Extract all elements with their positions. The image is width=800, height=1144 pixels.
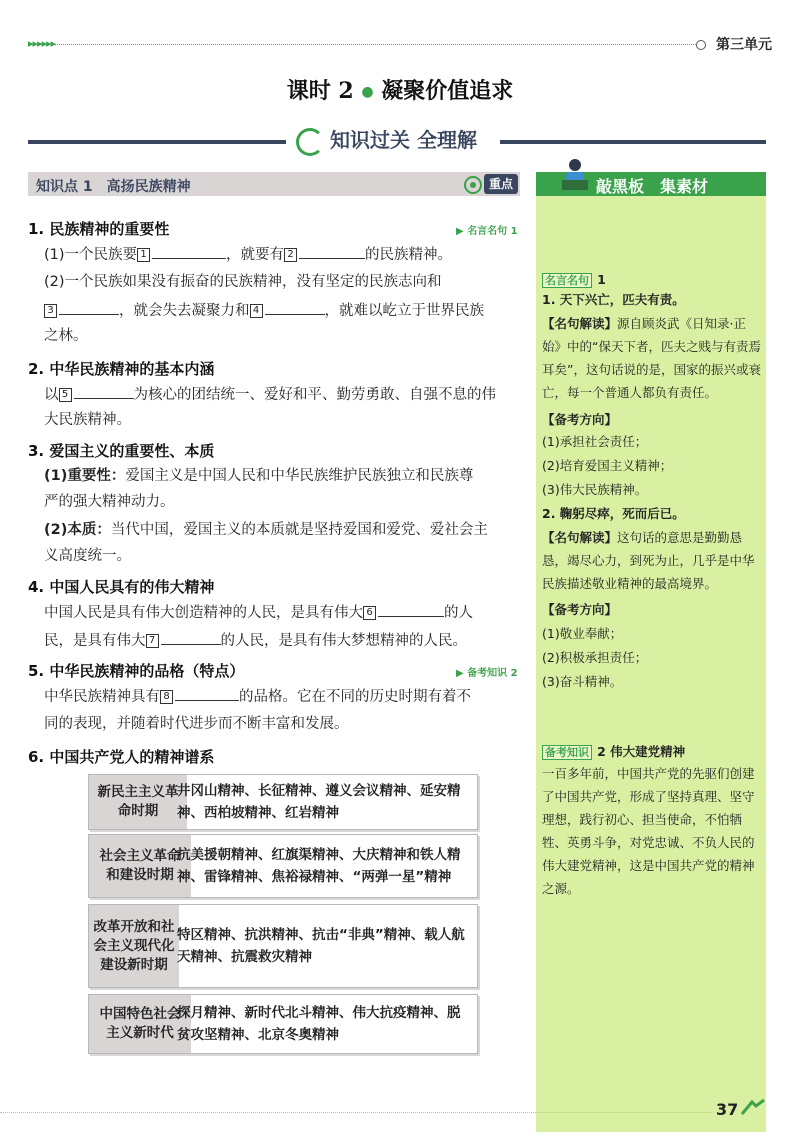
text: 的人民，是具有伟大梦想精神的人民。 <box>220 633 467 649</box>
section-banner <box>296 124 477 156</box>
fill-blank-1[interactable] <box>152 240 226 259</box>
knowledge-point-label: 知识点 1 高扬民族精神 <box>36 179 191 195</box>
keyword: 【名句解读】 <box>542 316 618 331</box>
quote-1: 1. 天下兴亡，匹夫有责。 <box>542 292 685 307</box>
blank-number: 1 <box>137 248 150 262</box>
direction-item: (1)敬业奉献； <box>542 626 623 641</box>
spirit-list: 特区精神、抗洪精神、抗击“非典”精神、载人航天精神、抗震救灾精神 <box>177 927 465 965</box>
header-dotted-rule <box>28 44 696 45</box>
page-number: 37 <box>716 1100 739 1119</box>
teacher-icon <box>560 158 590 196</box>
runner-icon <box>740 1098 766 1116</box>
blank-number: 5 <box>59 388 72 402</box>
section-heading-6: 6. 中国共产党人的精神谱系 <box>28 748 215 766</box>
s1-line4: 之林。 <box>44 328 88 344</box>
direction-item: (3)奋斗精神。 <box>542 674 623 689</box>
s3-line4: 义高度统一。 <box>44 548 131 564</box>
period-label: 新民主主义革命时期 <box>89 775 187 829</box>
fill-blank-7[interactable] <box>161 626 221 645</box>
blank-number: 7 <box>146 634 159 648</box>
spirit-table-row <box>88 904 478 988</box>
page-title <box>0 74 800 105</box>
banner-rule-right <box>500 140 766 144</box>
title-separator: ● <box>361 84 374 100</box>
s5-line1 <box>44 682 524 712</box>
text: ，就会失去凝聚力和 <box>119 303 250 319</box>
section-heading-2: 2. 中华民族精神的基本内涵 <box>28 360 215 378</box>
blank-number: 2 <box>284 248 297 262</box>
direction-item: (3)伟大民族精神。 <box>542 482 648 497</box>
text: 源自顾炎武《日知录·正始》中的“保天下者，匹夫之贱与有责焉耳矣”，这句话说的是，国家的振兴或衰亡，每一个普通人都负有责任。 <box>542 316 761 400</box>
direction-item: (2)积极承担责任； <box>542 650 648 665</box>
text: 以 <box>44 387 59 403</box>
quote-1-explanation <box>542 312 764 404</box>
key-point-badge: 重点 <box>484 174 518 194</box>
text: ，就要有 <box>226 247 285 263</box>
section-heading-5: 5. 中华民族精神的品格（特点） <box>28 662 245 680</box>
section-heading-1: 1. 民族精神的重要性 <box>28 220 170 238</box>
fill-blank-6[interactable] <box>378 598 444 617</box>
s2-line2: 大民族精神。 <box>44 412 131 428</box>
keyword: 【名句解读】 <box>542 530 618 545</box>
section-heading-4: 4. 中国人民具有的伟大精神 <box>28 578 215 596</box>
text: 这句话的意思是勤勤恳恳，竭尽心力，到死为止，几乎是中华民族描述敬业精神的最高境界。 <box>542 530 755 591</box>
banner-text: 知识过关 全理解 <box>330 128 477 152</box>
header-dot-icon <box>696 40 706 50</box>
tag-number: 1 <box>597 272 606 287</box>
tag-title: 2 伟大建党精神 <box>597 744 686 759</box>
period-label: 中国特色社会主义新时代 <box>89 995 191 1053</box>
blank-number: 3 <box>44 304 57 318</box>
text: 中华民族精神具有 <box>44 689 160 705</box>
spirit-list: 探月精神、新时代北斗精神、伟大抗疫精神、脱贫攻坚精神、北京冬奥精神 <box>177 1005 461 1043</box>
s1-line1 <box>44 240 524 270</box>
section-heading-3: 3. 爱国主义的重要性、本质 <box>28 442 215 460</box>
quote-2-explanation <box>542 526 764 595</box>
fill-blank-2[interactable] <box>299 240 365 259</box>
spirit-table-row <box>88 994 478 1054</box>
fill-blank-4[interactable] <box>265 296 325 315</box>
s4-line1 <box>44 598 524 628</box>
text: 的品格。它在不同的历史时期有着不 <box>239 689 471 705</box>
text: 中国人民是具有伟大创造精神的人民，是具有伟大 <box>44 605 363 621</box>
keyword: (2)本质： <box>44 522 111 538</box>
spirit-list: 井冈山精神、长征精神、遵义会议精神、延安精神、西柏坡精神、红岩精神 <box>177 783 461 821</box>
swirl-icon <box>296 128 324 156</box>
direction-heading-1: 【备考方向】 <box>542 412 618 427</box>
s3-line3 <box>44 516 524 545</box>
blank-number: 4 <box>250 304 263 318</box>
ref-link-2[interactable]: ▶ 备考知识 2 <box>456 668 518 679</box>
quote-2: 2. 鞠躬尽瘁，死而后已。 <box>542 506 685 521</box>
blank-number: 6 <box>363 606 376 620</box>
period-label: 社会主义革命和建设时期 <box>89 835 191 897</box>
text: ，就难以屹立于世界民族 <box>324 303 484 319</box>
target-icon <box>464 176 482 194</box>
header-arrows-icon: ▸▸▸▸▸▸ <box>28 37 56 50</box>
unit-label: 第三单元 <box>716 37 772 53</box>
sidebar-title: 敲黑板 集素材 <box>596 177 709 196</box>
ref-text-2: 备考知识 2 <box>467 668 518 679</box>
ref-link-1[interactable]: ▶ 名言名句 1 <box>456 226 518 237</box>
fill-blank-5[interactable] <box>74 380 134 399</box>
s5-line2: 同的表现，并随着时代进步而不断丰富和发展。 <box>44 716 349 732</box>
s1-line2: (2)一个民族如果没有振奋的民族精神，没有坚定的民族志向和 <box>44 274 442 290</box>
text: 的民族精神。 <box>365 247 453 263</box>
direction-heading-2: 【备考方向】 <box>542 602 618 617</box>
title-lesson: 课时 2 <box>286 78 354 104</box>
keyword: (1)重要性： <box>44 468 126 484</box>
s3-line2: 严的强大精神动力。 <box>44 494 175 510</box>
knowledge-tag-2 <box>542 740 685 763</box>
fill-blank-3[interactable] <box>59 296 119 315</box>
text: 民，是具有伟大 <box>44 633 146 649</box>
text: (1)一个民族要 <box>44 247 138 263</box>
s3-line1 <box>44 462 524 491</box>
direction-item: (1)承担社会责任； <box>542 434 648 449</box>
knowledge-2-text: 一百多年前，中国共产党的先驱们创建了中国共产党，形成了坚持真理、坚守理想，践行初心、担当使命，不怕牺牲、英勇斗争，对党忠诚、不负人民的伟大建党精神，这是中国共产党的精神之源。 <box>542 766 755 896</box>
spirit-list: 抗美援朝精神、红旗渠精神、大庆精神和铁人精神、雷锋精神、焦裕禄精神、“两弹一星”精神 <box>177 847 461 885</box>
blank-number: 8 <box>160 690 173 704</box>
text: 爱国主义是中国人民和中华民族维护民族独立和民族尊 <box>125 468 474 484</box>
s4-line2 <box>44 626 524 656</box>
fill-blank-8[interactable] <box>175 682 239 701</box>
text: 为核心的团结统一、爱好和平、勤劳勇敢、自强不息的伟 <box>133 387 496 403</box>
footer-dotted-rule <box>0 1112 712 1113</box>
period-label: 改革开放和社会主义现代化建设新时期 <box>89 905 179 987</box>
banner-rule-left <box>28 140 286 144</box>
title-text: 凝聚价值追求 <box>381 78 514 104</box>
ref-text-1: 名言名句 1 <box>467 226 518 237</box>
tag-label: 备考知识 <box>542 745 592 760</box>
spirit-table-row <box>88 774 478 830</box>
tag-label: 名言名句 <box>542 273 592 288</box>
s1-line3 <box>44 296 524 326</box>
direction-item: (2)培育爱国主义精神； <box>542 458 673 473</box>
spirit-table-row <box>88 834 478 898</box>
text: 当代中国，爱国主义的本质就是坚持爱国和爱党、爱社会主 <box>110 522 488 538</box>
text: 的人 <box>444 605 473 621</box>
